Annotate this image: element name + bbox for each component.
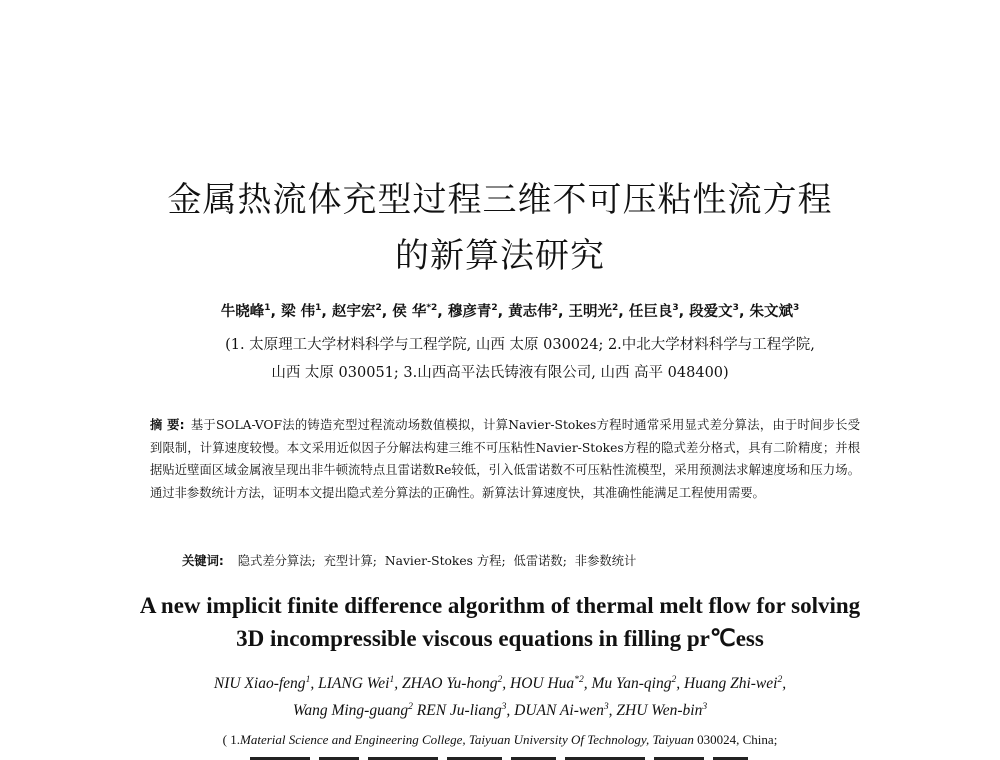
author: ZHU Wen-bin$^3$ (616, 700, 708, 719)
author: 穆彦青$^2$, (447, 303, 509, 320)
author: 梁 伟$^1$, (281, 303, 332, 320)
author: REN Ju-liang$^3$, (416, 700, 515, 719)
author: NIU Xiao-feng$^1$, (213, 673, 319, 692)
chinese-title-line-1: 金属热流体充型过程三维不可压粘性流方程 (167, 180, 833, 220)
author: LIANG Wei$^1$, (318, 673, 402, 692)
author: HOU Hua$^{*2}$, (510, 673, 592, 692)
author: ZHAO Yu-hong$^2$, (402, 673, 511, 692)
english-title-line-2: 3D incompressible viscous equations in filling pr℃ess (236, 626, 764, 651)
author: Wang Ming-guang$^2$ (292, 700, 413, 719)
chinese-author-list (110, 300, 910, 321)
english-affiliation-line-1: ( 1.Material Science and Engineering College, Taiyuan University Of Technology, Taiyuan 030024, China; (222, 732, 778, 747)
chinese-affiliation-line-1: (1. 太原理工大学材料科学与工程学院, 山西 太原 030024; 2.中北大学材料科学与工程学院, (225, 337, 815, 353)
keyword: 低雷诺数; (513, 554, 567, 568)
keyword: Navier-Stokes 方程; (384, 554, 506, 568)
cropped-next-line (250, 754, 770, 760)
author: 牛晓峰$^1$, (220, 303, 282, 320)
abstract-label: 摘 要: (150, 418, 185, 432)
english-author-list-line-1 (0, 675, 1000, 693)
author: 段爱文$^3$, (689, 303, 750, 320)
author: Mu Yan-qing$^2$, (591, 673, 685, 692)
chinese-title-line-2: 的新算法研究 (395, 236, 605, 276)
author: 任巨良$^3$, (628, 303, 690, 320)
chinese-abstract (150, 414, 860, 504)
english-author-list-line-2 (0, 702, 1000, 720)
author: 赵宇宏$^2$, (331, 303, 393, 320)
author: 朱文斌$^3$ (749, 303, 800, 320)
keyword: 非参数统计 (574, 554, 637, 568)
author: 黄志伟$^2$, (508, 303, 569, 320)
chinese-keywords (182, 551, 882, 569)
keyword: 隐式差分算法; (237, 554, 316, 568)
author: 侯 华$^{*2}$, (392, 303, 448, 320)
keywords-label: 关键词: (182, 554, 224, 568)
english-title-line-1: A new implicit finite difference algorithm of thermal melt flow for solving (139, 593, 861, 618)
author: DUAN Ai-wen$^3$, (514, 700, 617, 719)
abstract-text: 基于SOLA-VOF法的铸造充型过程流动场数值模拟，计算Navier-Stokes方程时通常采用显式差分算法，由于时间步长受到限制，计算速度较慢。本文采用近似因子分解法构建三维不可压粘性Navier-Stokes方程的隐式差分格式，具有二阶精度；并根据贴近壁面区域金属液呈现出非牛顿流特点且雷诺数Re较低，引入低雷诺数不可压粘性流模型，采用预测法求解速度场和压力场。通过非参数统计方法，证明本文提出隐式差分算法的正确性。新算法计算速度快，其准确性能满足工程使用需要。 (150, 418, 861, 500)
author: 王明光$^2$, (568, 303, 629, 320)
author: Huang Zhi-wei$^2$, (684, 673, 787, 692)
chinese-affiliation-line-2: 山西 太原 030051; 3.山西高平法氏铸液有限公司, 山西 高平 048400) (271, 365, 729, 381)
keyword: 充型计算; (323, 554, 377, 568)
